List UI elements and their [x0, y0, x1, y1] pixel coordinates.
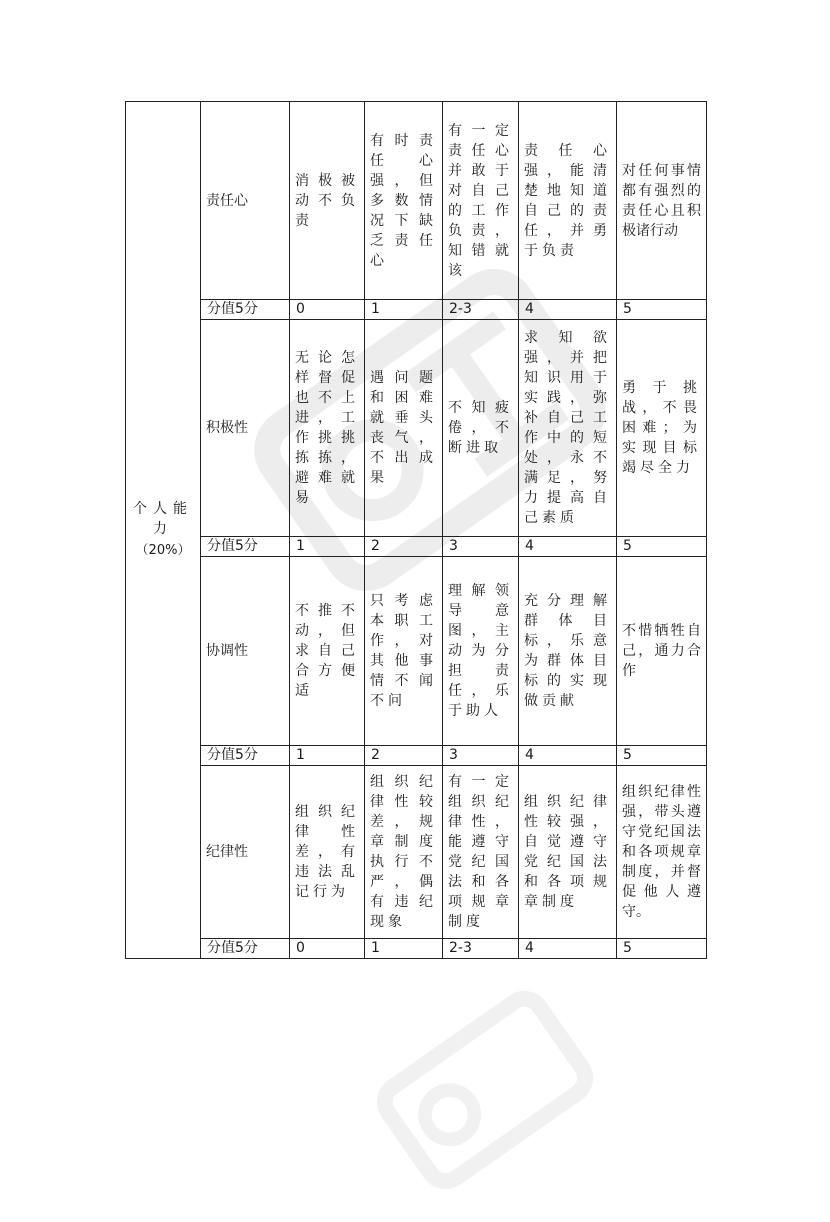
- level-cell: 责任心强，能清楚地知道自己的责任，并勇于负责: [519, 102, 617, 300]
- score-cell: 2: [365, 537, 443, 557]
- category-name: 个人能力: [133, 501, 193, 537]
- score-cell: 2: [365, 746, 443, 766]
- score-row: [126, 746, 707, 766]
- score-cell: 0: [290, 939, 365, 959]
- watermark-logo-bottom: [345, 959, 625, 1222]
- score-label: 分值5分: [201, 537, 290, 557]
- table-row: [126, 102, 707, 300]
- level-cell: 勇于挑战，不畏困难；为实现目标竭尽全力: [617, 320, 707, 537]
- score-cell: 0: [290, 300, 365, 320]
- level-cell: 不推不动，但求自己合方便适: [290, 557, 365, 746]
- table-row: [126, 320, 707, 537]
- score-cell: 1: [290, 746, 365, 766]
- score-label: 分值5分: [201, 300, 290, 320]
- level-cell: 有一定组织纪律性，能遵守党纪国法和各项规章制度: [443, 766, 519, 939]
- score-cell: 2-3: [443, 939, 519, 959]
- level-cell: 组织纪律性强，带头遵守党纪国法和各项规章制度，并督促他人遵守。: [617, 766, 707, 939]
- score-cell: 3: [443, 537, 519, 557]
- criterion-name: 责任心: [201, 102, 290, 300]
- score-row: [126, 939, 707, 959]
- score-cell: 4: [519, 746, 617, 766]
- criterion-name: 协调性: [201, 557, 290, 746]
- table-row: [126, 557, 707, 746]
- score-cell: 1: [365, 939, 443, 959]
- score-label: 分值5分: [201, 746, 290, 766]
- level-cell: 充分理解群体目标，乐意为群体目标的实现做贡献: [519, 557, 617, 746]
- level-cell: 只考虑本职工作，对其他事情不闻不问: [365, 557, 443, 746]
- level-cell: 求知欲强，并把知识用于实践，弥补自己工作中的短处，永不满足，努力提高自己素质: [519, 320, 617, 537]
- score-cell: 3: [443, 746, 519, 766]
- score-label: 分值5分: [201, 939, 290, 959]
- level-cell: 组织纪律性较强，自觉遵守党纪国法和各项规章制度: [519, 766, 617, 939]
- level-cell: 消极被动不负责: [290, 102, 365, 300]
- criterion-name: 积极性: [201, 320, 290, 537]
- evaluation-table: [125, 101, 707, 959]
- category-weight: （20%）: [135, 543, 191, 558]
- score-cell: 5: [617, 746, 707, 766]
- score-cell: 5: [617, 300, 707, 320]
- level-cell: 不惜牺牲自己，通力合作: [617, 557, 707, 746]
- level-cell: 组织纪律性较差，规章制度执行不严，偶有违纪现象: [365, 766, 443, 939]
- level-cell: 对任何事情都有强烈的责任心且积极诸行动: [617, 102, 707, 300]
- score-cell: 1: [290, 537, 365, 557]
- score-cell: 5: [617, 939, 707, 959]
- criterion-name: 纪律性: [201, 766, 290, 939]
- score-cell: 1: [365, 300, 443, 320]
- score-cell: 4: [519, 300, 617, 320]
- score-cell: 4: [519, 939, 617, 959]
- category-cell: [126, 102, 201, 959]
- score-cell: 4: [519, 537, 617, 557]
- table-row: [126, 766, 707, 939]
- level-cell: 不知疲倦，不断进取: [443, 320, 519, 537]
- level-cell: 组织纪律性差，有违法乱记行为: [290, 766, 365, 939]
- level-cell: 理解领导意图，主动为分担责任，乐于助人: [443, 557, 519, 746]
- level-cell: 遇问题和困难就垂头丧气，不出成果: [365, 320, 443, 537]
- score-cell: 2-3: [443, 300, 519, 320]
- score-row: [126, 537, 707, 557]
- score-cell: 5: [617, 537, 707, 557]
- level-cell: 有一定责任心并敢于对自己的工作负责，知错就该: [443, 102, 519, 300]
- level-cell: 有时责任心强，但多数情况下缺乏责任心: [365, 102, 443, 300]
- level-cell: 无论怎样督促也不上进，工作挑挑拣拣，避难就易: [290, 320, 365, 537]
- score-row: [126, 300, 707, 320]
